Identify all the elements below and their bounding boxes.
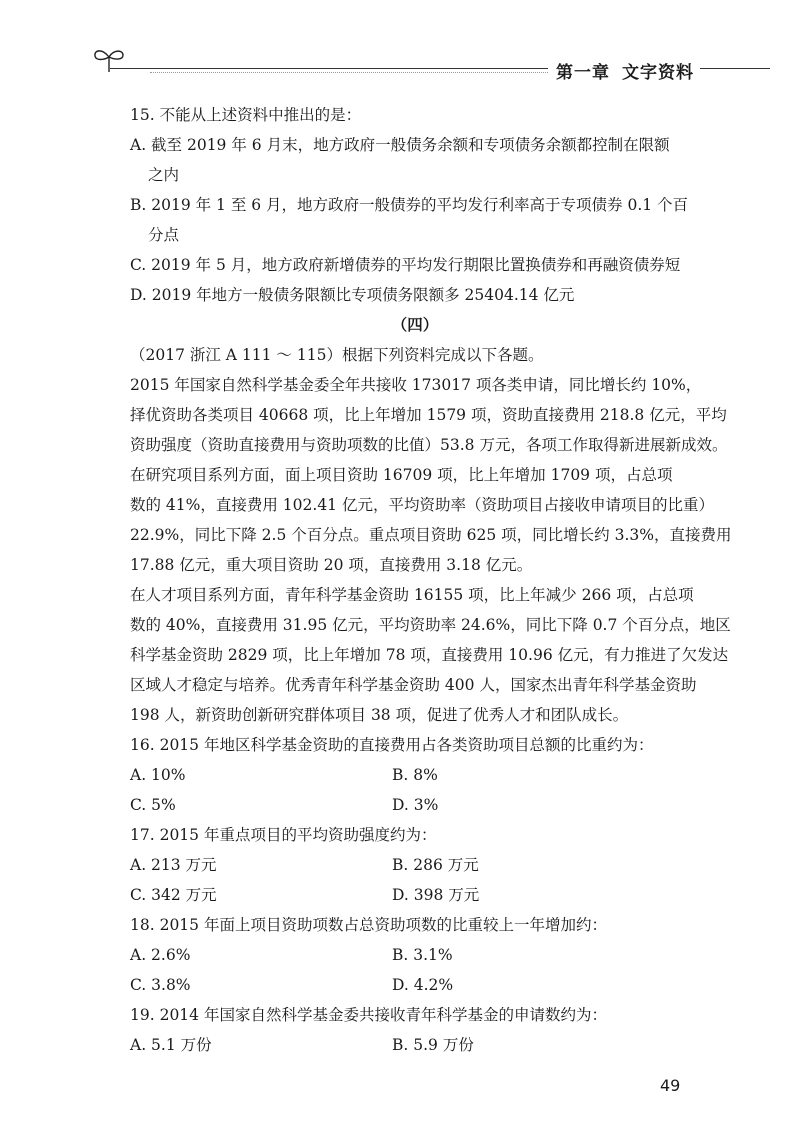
q18-options-row1 <box>130 940 700 970</box>
q19-option-a: A. 5.1 万份 <box>130 1036 212 1054</box>
header-rule-right <box>700 68 770 69</box>
q17-option-b: B. 286 万元 <box>392 856 479 874</box>
q17-options-row1 <box>130 850 700 880</box>
q19-option-b: B. 5.9 万份 <box>392 1036 474 1054</box>
q17-option-c: C. 342 万元 <box>130 886 217 904</box>
passage-p2-line1: 在研究项目系列方面，面上项目资助 16709 项，比上年增加 1709 项，占总项 <box>130 466 673 484</box>
q15-option-d: D. 2019 年地方一般债务限额比专项债务限额多 25404.14 亿元 <box>130 286 575 304</box>
q16-option-a: A. 10% <box>130 766 186 784</box>
q15-option-a: A. 截至 2019 年 6 月末，地方政府一般债务余额和专项债务余额都控制在限额 <box>130 136 670 154</box>
q17-options-row2 <box>130 880 700 910</box>
page-number: 49 <box>660 1076 681 1095</box>
passage-p3-line2: 数的 40%，直接费用 31.95 亿元，平均资助率 24.6%，同比下降 0.7 个百分点，地区 <box>130 616 731 634</box>
q16-option-d: D. 3% <box>392 796 439 814</box>
q17-stem: 17. 2015 年重点项目的平均资助强度约为： <box>130 826 437 844</box>
q18-option-c: C. 3.8% <box>130 976 191 994</box>
passage-p3-line1: 在人才项目系列方面，青年科学基金资助 16155 项，比上年减少 266 项，占总项 <box>130 586 694 604</box>
header-rule-dots <box>150 72 548 73</box>
passage-p1-line2: 择优资助各类项目 40668 项，比上年增加 1579 项，资助直接费用 218.8 亿元，平均 <box>130 406 727 424</box>
q15-stem: 15. 不能从上述资料中推出的是： <box>130 106 362 124</box>
q16-options-row1 <box>130 760 700 790</box>
passage-p3-line5: 198 人，新资助创新研究群体项目 38 项，促进了优秀人才和团队成长。 <box>130 706 629 724</box>
header-rule-left <box>110 68 548 69</box>
q18-stem: 18. 2015 年面上项目资助项数占总资助项数的比重较上一年增加约： <box>130 916 607 934</box>
q15-option-c: C. 2019 年 5 月，地方政府新增债券的平均发行期限比置换债券和再融资债券短 <box>130 256 681 274</box>
q19-options-row1 <box>130 1030 700 1060</box>
chapter-title: 文字资料 <box>622 63 694 83</box>
q15-option-b: B. 2019 年 1 至 6 月，地方政府一般债券的平均发行利率高于专项债券 0.1 个百 <box>130 196 689 214</box>
passage-p2-line3: 22.9%，同比下降 2.5 个百分点。重点项目资助 625 项，同比增长约 3.3%，直接费用 <box>130 526 732 544</box>
q18-option-d: D. 4.2% <box>392 976 454 994</box>
sprout-icon <box>92 44 126 74</box>
passage-p1-line3: 资助强度（资助直接费用与资助项数的比值）53.8 万元，各项工作取得新进展新成效。 <box>130 436 728 454</box>
q16-option-b: B. 8% <box>392 766 438 784</box>
q17-option-d: D. 398 万元 <box>392 886 480 904</box>
q17-option-a: A. 213 万元 <box>130 856 217 874</box>
q16-stem: 16. 2015 年地区科学基金资助的直接费用占各类资助项目总额的比重约为： <box>130 736 654 754</box>
passage-p2-line4: 17.88 亿元，重大项目资助 20 项，直接费用 3.18 亿元。 <box>130 556 533 574</box>
q18-option-a: A. 2.6% <box>130 946 191 964</box>
q15-option-b-cont: 分点 <box>148 226 180 244</box>
page-content <box>130 100 732 1060</box>
page-header <box>0 0 800 90</box>
passage-p3-line3: 科学基金资助 2829 项，比上年增加 78 项，直接费用 10.96 亿元，有力推进了欠发达 <box>130 646 729 664</box>
q19-stem: 19. 2014 年国家自然科学基金委共接收青年科学基金的申请数约为： <box>130 1006 607 1024</box>
passage-p2-line2: 数的 41%，直接费用 102.41 亿元，平均资助率（资助项目占接收申请项目的比重） <box>130 496 714 514</box>
passage-p3-line4: 区域人才稳定与培养。优秀青年科学基金资助 400 人，国家杰出青年科学基金资助 <box>130 676 697 694</box>
passage-p1-line1: 2015 年国家自然科学基金委全年共接收 173017 项各类申请，同比增长约 10%， <box>130 376 702 394</box>
section-title: （四） <box>391 315 439 334</box>
q18-option-b: B. 3.1% <box>392 946 453 964</box>
q18-options-row2 <box>130 970 700 1000</box>
chapter-number: 第一章 <box>556 63 610 83</box>
chapter-heading <box>556 58 694 83</box>
q15-option-a-cont: 之内 <box>148 166 180 184</box>
section-intro: （2017 浙江 A 111 ～ 115）根据下列资料完成以下各题。 <box>130 346 544 364</box>
q16-option-c: C. 5% <box>130 796 176 814</box>
q16-options-row2 <box>130 790 700 820</box>
